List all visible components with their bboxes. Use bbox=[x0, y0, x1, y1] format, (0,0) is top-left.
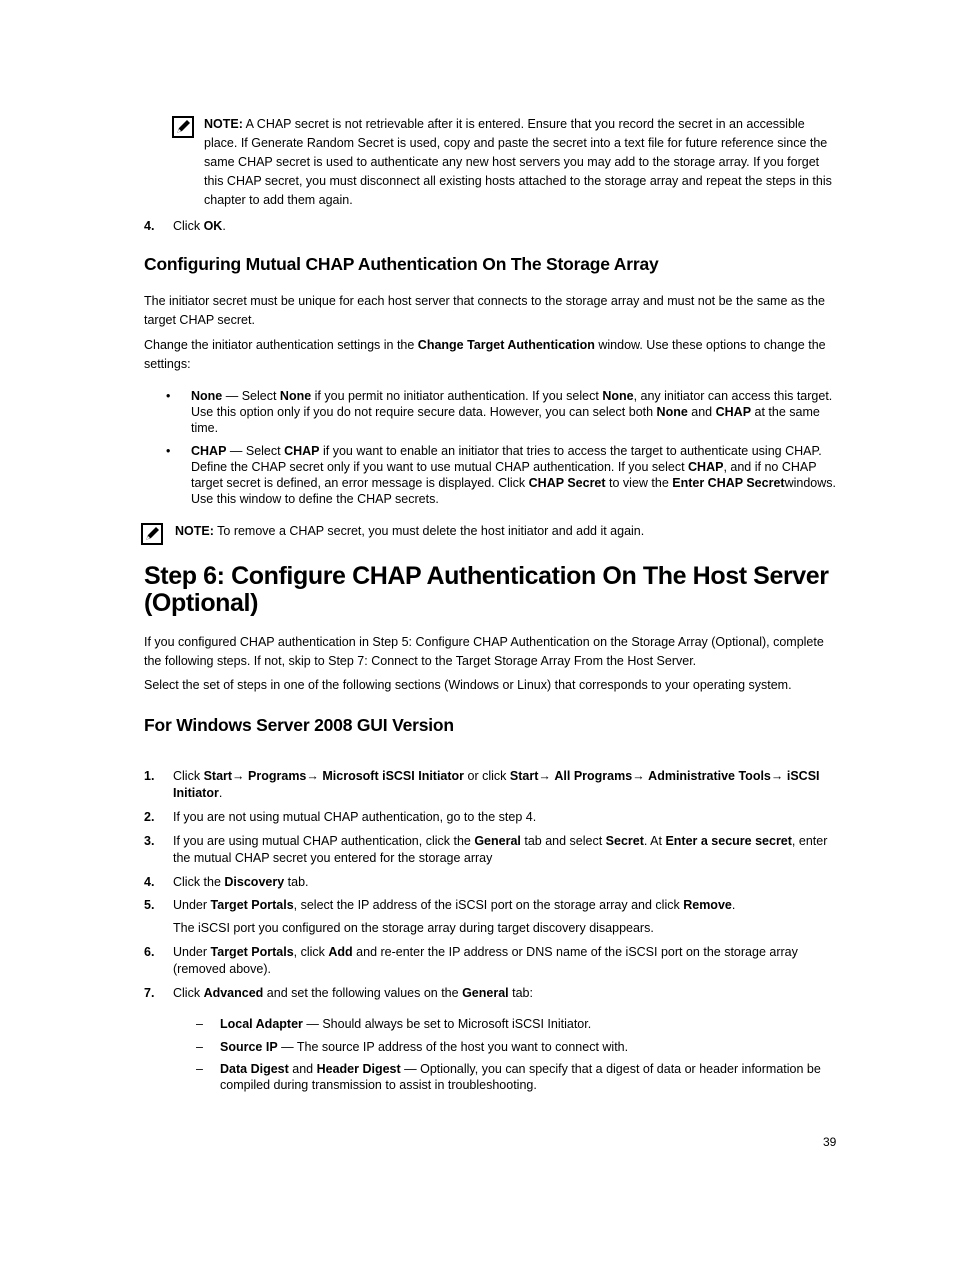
change-target-auth-label: Change Target Authentication bbox=[417, 338, 595, 352]
heading-step-6: Step 6: Configure CHAP Authentication On The Host Server (Optional) bbox=[144, 562, 829, 617]
heading-windows-2008: For Windows Server 2008 GUI Version bbox=[144, 715, 454, 735]
text: , select the IP address of the iSCSI port on the storage array and click bbox=[293, 898, 684, 912]
text: → bbox=[538, 769, 555, 783]
text: → bbox=[770, 769, 787, 783]
text: , click bbox=[293, 945, 329, 959]
text: — Should always be set to Microsoft iSCSI Initiator. bbox=[302, 1017, 592, 1031]
text: If you are using mutual CHAP authentication, click the bbox=[173, 834, 475, 848]
bold-term: Add bbox=[328, 945, 353, 959]
text: Under bbox=[173, 898, 211, 912]
ok-label: OK bbox=[203, 219, 223, 233]
text: at the same time. bbox=[191, 405, 820, 435]
paragraph-select-steps: Select the set of steps in one of the following sections (Windows or Linux) that corresponds to your operating system. bbox=[144, 678, 792, 692]
text: if you want to enable an initiator that tries to access the target to authenticate using CHAP. Define the CHAP secret only if you want to use mutual CHAP authentication. If you select bbox=[191, 444, 822, 474]
bold-term: Source IP bbox=[220, 1040, 278, 1054]
bold-term: iSCSI Initiator bbox=[173, 769, 820, 800]
para-text: window. Use these options to change the settings: bbox=[144, 338, 826, 371]
text: and set the following values on the bbox=[263, 986, 463, 1000]
text: — Select bbox=[222, 389, 280, 403]
note-text: A CHAP secret is not retrievable after it is entered. Ensure that you record the secret in an accessible place. If Generate Random Secret is used, copy and paste the secret into a text file for future reference since the same CHAP secret is used to authenticate any new host servers you may add to the storage array. If you forget this CHAP secret, you must disconnect all existing hosts attached to the storage array and repeat the steps in this chapter to add them again. bbox=[204, 117, 832, 207]
heading-mutual-chap: Configuring Mutual CHAP Authentication On The Storage Array bbox=[144, 254, 659, 274]
text: Under bbox=[173, 945, 211, 959]
bold-term: Remove bbox=[683, 898, 732, 912]
para-text: Change the initiator authentication settings in the bbox=[144, 338, 418, 352]
text: , enter the mutual CHAP secret you entered for the storage array bbox=[173, 834, 828, 865]
text: tab and select bbox=[520, 834, 606, 848]
step-number: 2. bbox=[144, 810, 155, 824]
text: Click bbox=[173, 986, 204, 1000]
text: — Select bbox=[226, 444, 285, 458]
text: if you permit no initiator authentication. If you select bbox=[311, 389, 603, 403]
bold-term: Target Portals bbox=[210, 898, 294, 912]
bold-term: Discovery bbox=[224, 875, 285, 889]
bold-term: CHAP bbox=[191, 444, 227, 458]
bullet-dot: • bbox=[166, 389, 171, 403]
step-number: 3. bbox=[144, 834, 155, 848]
bold-term: Enter a secure secret bbox=[665, 834, 792, 848]
bold-term: Local Adapter bbox=[220, 1017, 303, 1031]
step-number: 1. bbox=[144, 769, 155, 783]
bold-term: CHAP bbox=[688, 460, 724, 474]
bold-term: CHAP bbox=[284, 444, 320, 458]
step-number: 5. bbox=[144, 898, 155, 912]
text: or click bbox=[464, 769, 510, 783]
text: tab: bbox=[508, 986, 533, 1000]
bold-term: Target Portals bbox=[210, 945, 294, 959]
step-text: If you are not using mutual CHAP authentication, go to the step 4. bbox=[173, 810, 537, 824]
step-text: . bbox=[222, 219, 226, 233]
bold-term: Secret bbox=[605, 834, 644, 848]
note-label: NOTE: bbox=[175, 524, 214, 538]
paragraph-configured-chap: If you configured CHAP authentication in Step 5: Configure CHAP Authentication on the Storage Array (Optional), complete the following steps. If not, skip to Step 7: Connect to the Target Storage Array From the Host Server. bbox=[144, 635, 824, 668]
bold-term: General bbox=[474, 834, 521, 848]
text: tab. bbox=[284, 875, 309, 889]
text: . At bbox=[643, 834, 666, 848]
text: windows. Use this window to define the CHAP secrets. bbox=[191, 476, 836, 506]
note-text: To remove a CHAP secret, you must delete the host initiator and add it again. bbox=[213, 524, 645, 538]
text: Click the bbox=[173, 875, 225, 889]
step-number: 7. bbox=[144, 986, 155, 1000]
text: → bbox=[632, 769, 649, 783]
note-pencil-icon bbox=[172, 116, 194, 138]
step-number: 4. bbox=[144, 875, 155, 889]
bold-term: CHAP bbox=[715, 405, 752, 419]
note-label: NOTE: bbox=[204, 117, 243, 131]
bold-term: Programs bbox=[248, 769, 307, 783]
text: to view the bbox=[605, 476, 673, 490]
bullet-dot: • bbox=[166, 444, 171, 458]
bold-term: Microsoft iSCSI Initiator bbox=[322, 769, 465, 783]
text: and re-enter the IP address or DNS name of the iSCSI port on the storage array (removed above). bbox=[173, 945, 798, 976]
step-number: 6. bbox=[144, 945, 155, 959]
text: . bbox=[218, 786, 223, 800]
bold-term: Data Digest bbox=[220, 1062, 289, 1076]
bold-term: None bbox=[191, 389, 223, 403]
bold-term: None bbox=[279, 389, 312, 403]
text: . bbox=[731, 898, 736, 912]
bold-term: None bbox=[656, 405, 688, 419]
text: → bbox=[232, 769, 249, 783]
bold-term: None bbox=[602, 389, 634, 403]
paragraph-initiator-secret: The initiator secret must be unique for each host server that connects to the storage array and must not be the same as the target CHAP secret. bbox=[144, 294, 825, 327]
note-pencil-icon bbox=[141, 523, 163, 545]
step-text: Click bbox=[173, 219, 204, 233]
step-text: The iSCSI port you configured on the storage array during target discovery disappears. bbox=[173, 921, 654, 935]
bold-term: Start bbox=[203, 769, 233, 783]
paragraph-change-settings bbox=[144, 336, 844, 374]
text: → bbox=[306, 769, 323, 783]
text: , any initiator can access this target. Use this option only if you do not require secure data. However, you can select both bbox=[191, 389, 833, 419]
bold-term: Header Digest bbox=[316, 1062, 401, 1076]
dash-mark: – bbox=[196, 1040, 203, 1054]
dash-mark: – bbox=[196, 1017, 203, 1031]
bold-term: Administrative Tools bbox=[648, 769, 771, 783]
text: — The source IP address of the host you want to connect with. bbox=[277, 1040, 629, 1054]
dash-mark: – bbox=[196, 1062, 203, 1076]
text: Click bbox=[173, 769, 204, 783]
bold-term: CHAP Secret bbox=[528, 476, 606, 490]
bold-term: Advanced bbox=[203, 986, 264, 1000]
text: and bbox=[687, 405, 716, 419]
bold-term: General bbox=[462, 986, 509, 1000]
step-number: 4. bbox=[144, 219, 155, 233]
text: and bbox=[288, 1062, 317, 1076]
bold-term: Enter CHAP Secret bbox=[672, 476, 785, 490]
page-number: 39 bbox=[823, 1135, 837, 1149]
text: , and if no CHAP target secret is defined, an error message is displayed. Click bbox=[191, 460, 817, 490]
bold-term: All Programs bbox=[554, 769, 633, 783]
text: — Optionally, you can specify that a digest of data or header information be compiled during transmission to assist in troubleshooting. bbox=[220, 1062, 821, 1092]
bold-term: Start bbox=[509, 769, 539, 783]
